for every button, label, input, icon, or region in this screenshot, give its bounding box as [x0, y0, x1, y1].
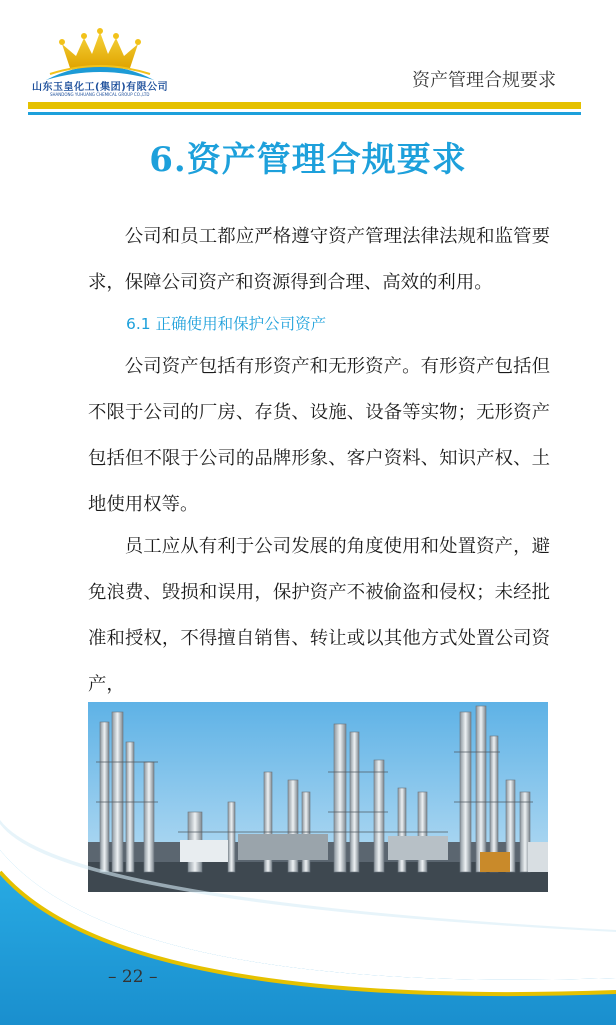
page-header [0, 0, 616, 122]
chapter-title: 6.资产管理合规要求 [149, 140, 467, 180]
footer-wave-decoration [0, 820, 616, 1025]
header-section-title: 资产管理合规要求 [412, 70, 556, 91]
assets-definition-paragraph: 公司资产包括有形资产和无形资产。有形资产包括但不限于公司的厂房、存货、设施、设备等实物；无形资产包括但不限于公司的品牌形象、客户资料、知识产权、土地使用权等。 [88, 356, 550, 515]
logo-english-name: SHANDONG YUHUANG CHEMICAL GROUP CO.,LTD [50, 92, 150, 97]
intro-paragraph: 公司和员工都应严格遵守资产管理法律法规和监管要求，保障公司资产和资源得到合理、高效的利用。 [88, 226, 550, 293]
page-number: – 22 – [108, 967, 158, 987]
section-heading: 6.1 正确使用和保护公司资产 [126, 315, 327, 333]
logo-chinese-name: 山东玉皇化工(集团)有限公司 [32, 82, 169, 93]
asset-usage-paragraph: 员工应从有利于公司发展的角度使用和处置资产，避免浪费、毁损和误用，保护资产不被偷盗和侵权；未经批准和授权，不得擅自销售、转让或以其他方式处置公司资产， [88, 536, 550, 695]
header-gold-rule [28, 102, 581, 109]
header-blue-rule [28, 112, 581, 115]
